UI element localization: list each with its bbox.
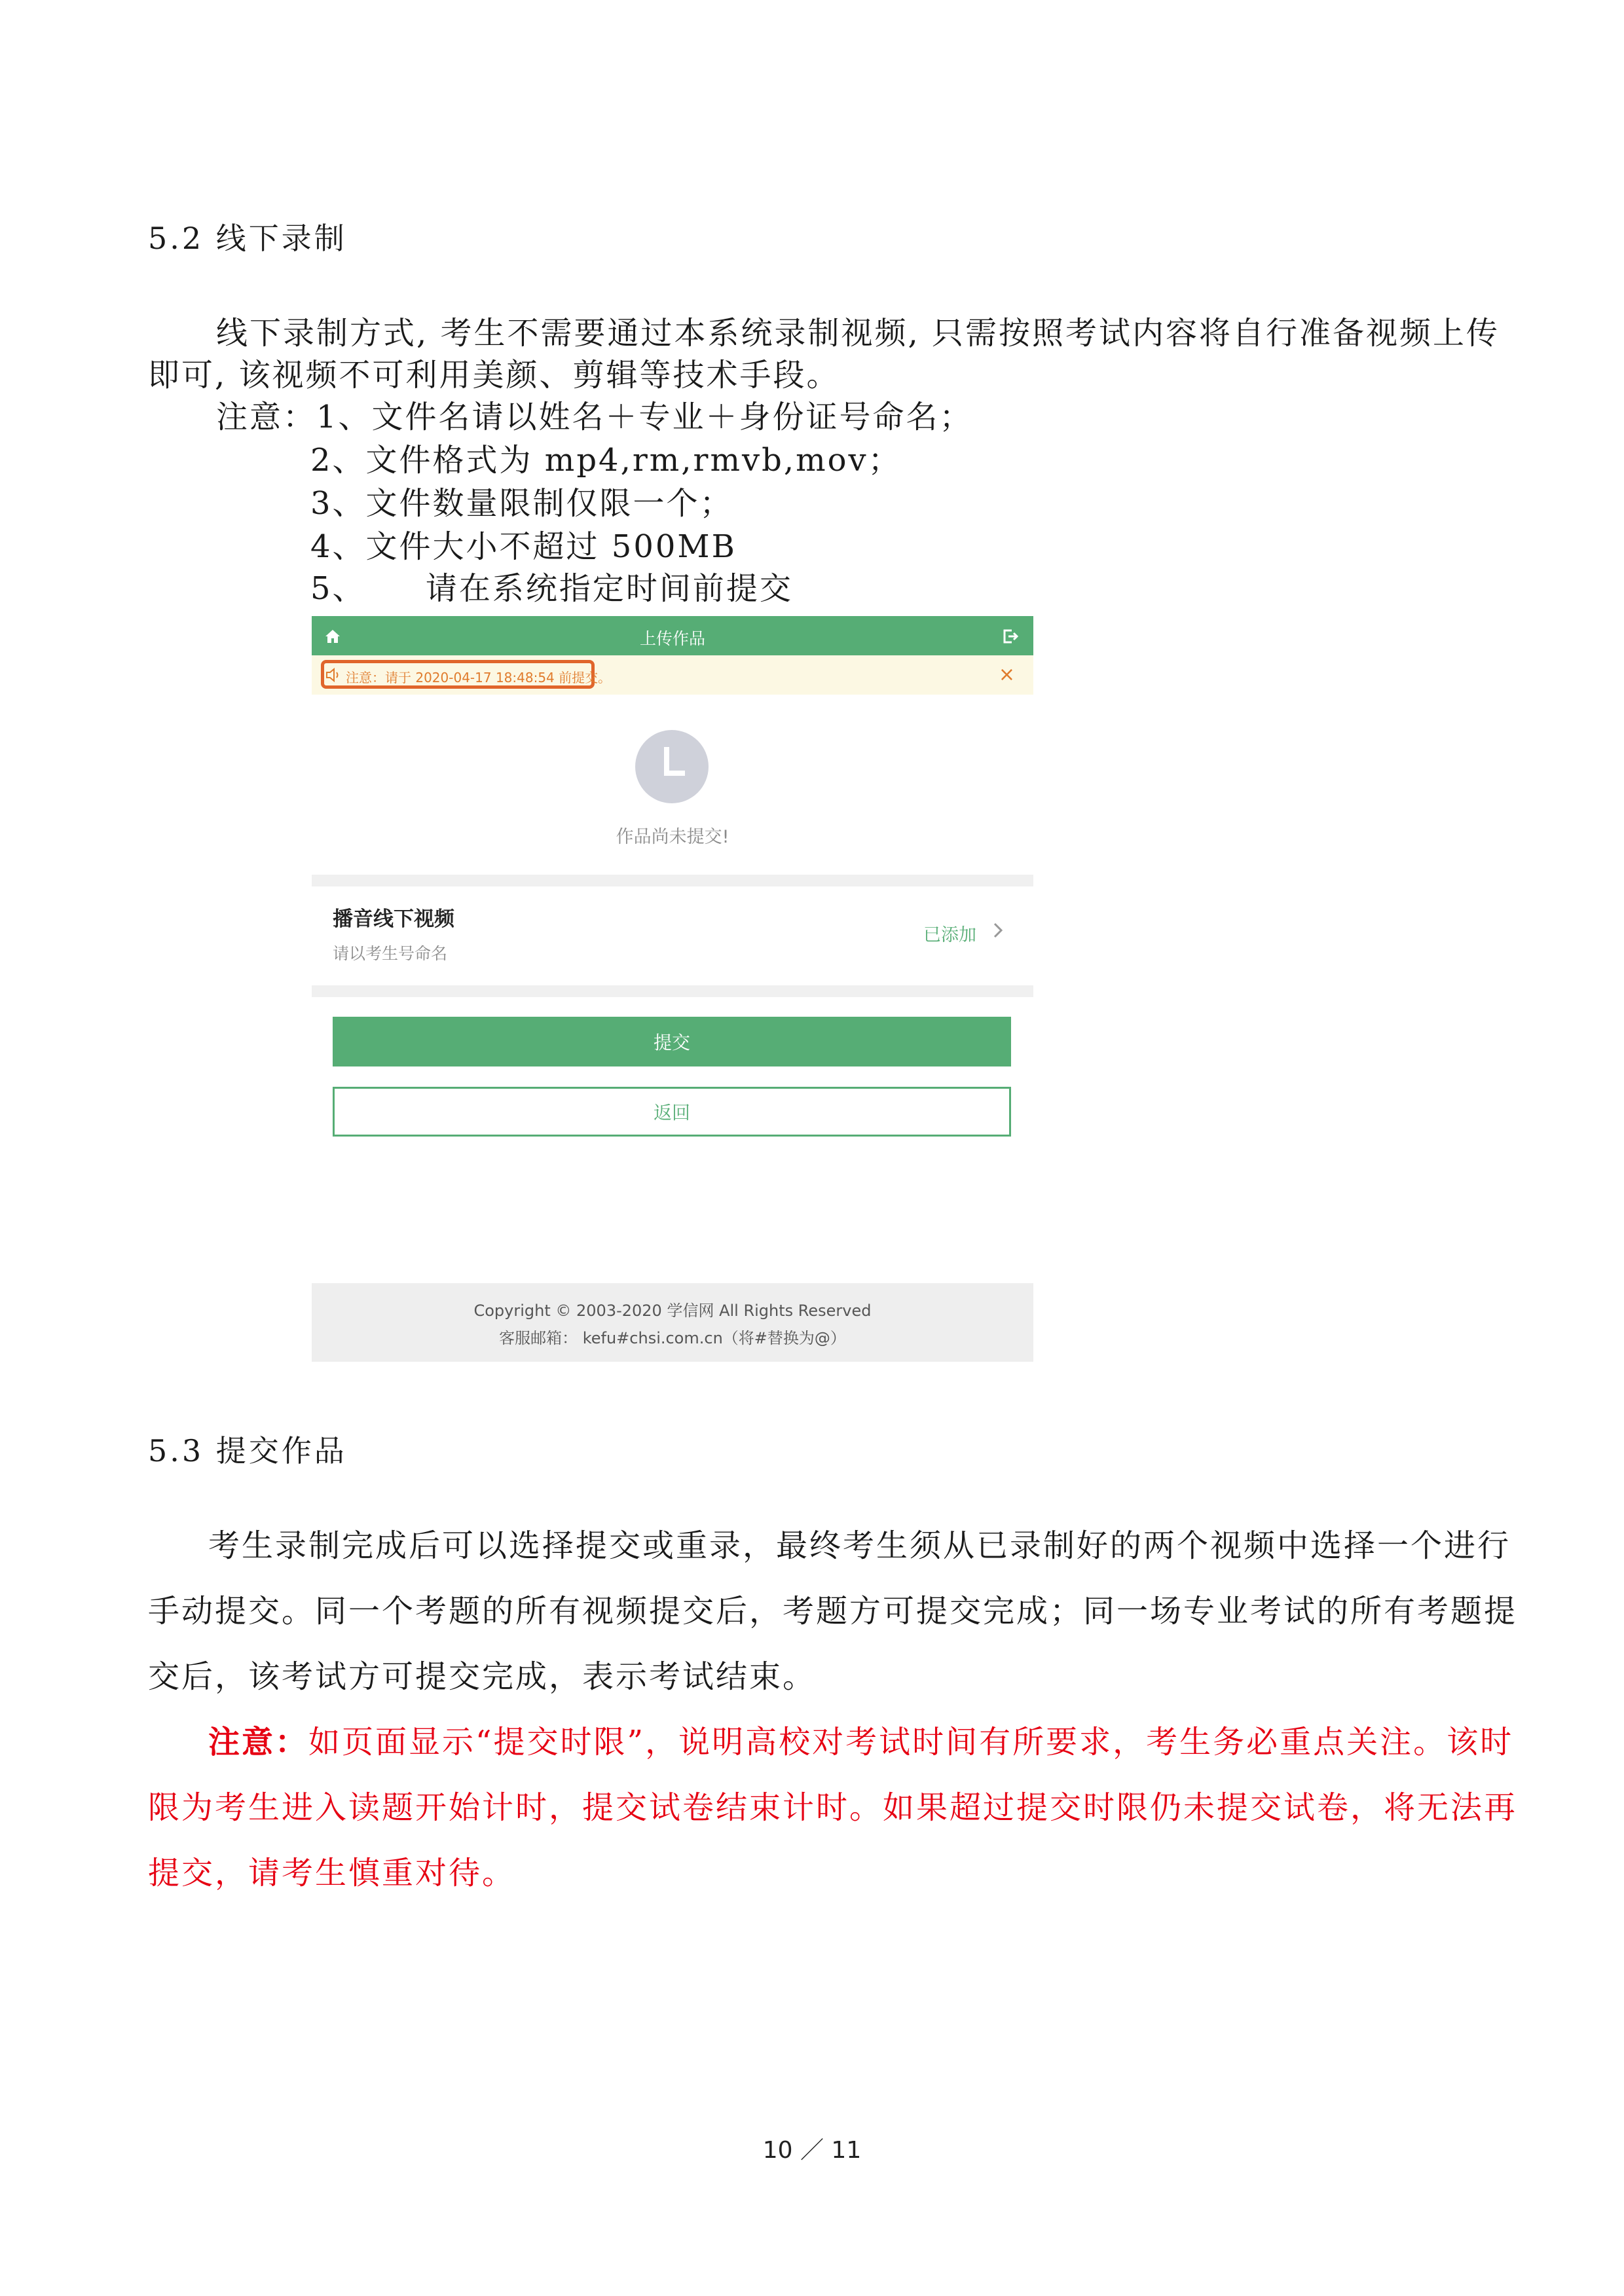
top-bar bbox=[312, 616, 1033, 655]
section-5-2-para-line-1: 线下录制方式, 考生不需要通过本系统录制视频, 只需按照考试内容将自行准备视频上传 bbox=[216, 315, 1500, 352]
divider bbox=[312, 985, 1033, 997]
back-button[interactable]: 返回 bbox=[333, 1087, 1011, 1137]
footer bbox=[312, 1283, 1033, 1362]
section-5-3-para-line-1: 考生录制完成后可以选择提交或重录，最终考生须从已录制好的两个视频中选择一个进行 bbox=[208, 1527, 1511, 1564]
video-item-subtitle: 请以考生号命名 bbox=[333, 944, 448, 963]
chevron-right-icon[interactable] bbox=[993, 921, 1003, 939]
upload-screenshot bbox=[312, 616, 1033, 1362]
clock-icon bbox=[634, 729, 710, 805]
section-5-2-para-line-2: 即可, 该视频不可利用美颜、剪辑等技术手段。 bbox=[148, 357, 840, 393]
submit-button[interactable]: 提交 bbox=[333, 1017, 1011, 1066]
video-item-status: 已添加 bbox=[923, 925, 976, 945]
empty-state-text: 作品尚未提交! bbox=[616, 827, 729, 847]
note-item-5: 5、 请在系统指定时间前提交 bbox=[310, 570, 793, 607]
warning-line-3: 提交，请考生慎重对待。 bbox=[148, 1855, 516, 1891]
section-5-3-heading: 5.3 提交作品 bbox=[148, 1433, 347, 1468]
warning-text: 如页面显示“提交时限”，说明高校对考试时间有所要求，考生务必重点关注。该时 bbox=[308, 1724, 1514, 1760]
notice-bar bbox=[312, 655, 1033, 695]
section-5-3-para-line-2: 手动提交。同一个考题的所有视频提交后，考题方可提交完成；同一场专业考试的所有考题提 bbox=[148, 1593, 1518, 1630]
page-number: 10 ／ 11 bbox=[762, 2137, 862, 2164]
warning-line-2: 限为考生进入读题开始计时，提交试卷结束计时。如果超过提交时限仍未提交试卷，将无法再 bbox=[148, 1789, 1518, 1826]
notice-text: 注意：请于 2020-04-17 18:48:54 前提交。 bbox=[346, 670, 612, 685]
section-5-3-para-line-3: 交后，该考试方可提交完成，表示考试结束。 bbox=[148, 1658, 817, 1695]
note-item-4: 4、文件大小不超过 500MB bbox=[310, 528, 737, 565]
close-icon[interactable]: × bbox=[998, 663, 1015, 686]
speaker-icon bbox=[325, 667, 342, 683]
page-title: 上传作品 bbox=[639, 629, 705, 648]
video-item-title: 播音线下视频 bbox=[333, 907, 454, 931]
support-email-text: 客服邮箱： kefu#chsi.com.cn（将#替换为@） bbox=[499, 1329, 846, 1347]
warning-label: 注意： bbox=[208, 1724, 309, 1760]
note-item-2: 2、文件格式为 mp4,rm,rmvb,mov； bbox=[310, 442, 902, 479]
warning-line-1 bbox=[208, 1717, 1513, 1762]
note-item-3: 3、文件数量限制仅限一个； bbox=[310, 485, 733, 522]
divider bbox=[312, 875, 1033, 886]
exit-icon[interactable] bbox=[1002, 628, 1019, 645]
note-item-1: 注意：1、文件名请以姓名＋专业＋身份证号命名； bbox=[216, 399, 973, 435]
copyright-text: Copyright © 2003-2020 学信网 All Rights Reserved bbox=[473, 1302, 872, 1320]
section-5-2-heading: 5.2 线下录制 bbox=[148, 221, 347, 256]
